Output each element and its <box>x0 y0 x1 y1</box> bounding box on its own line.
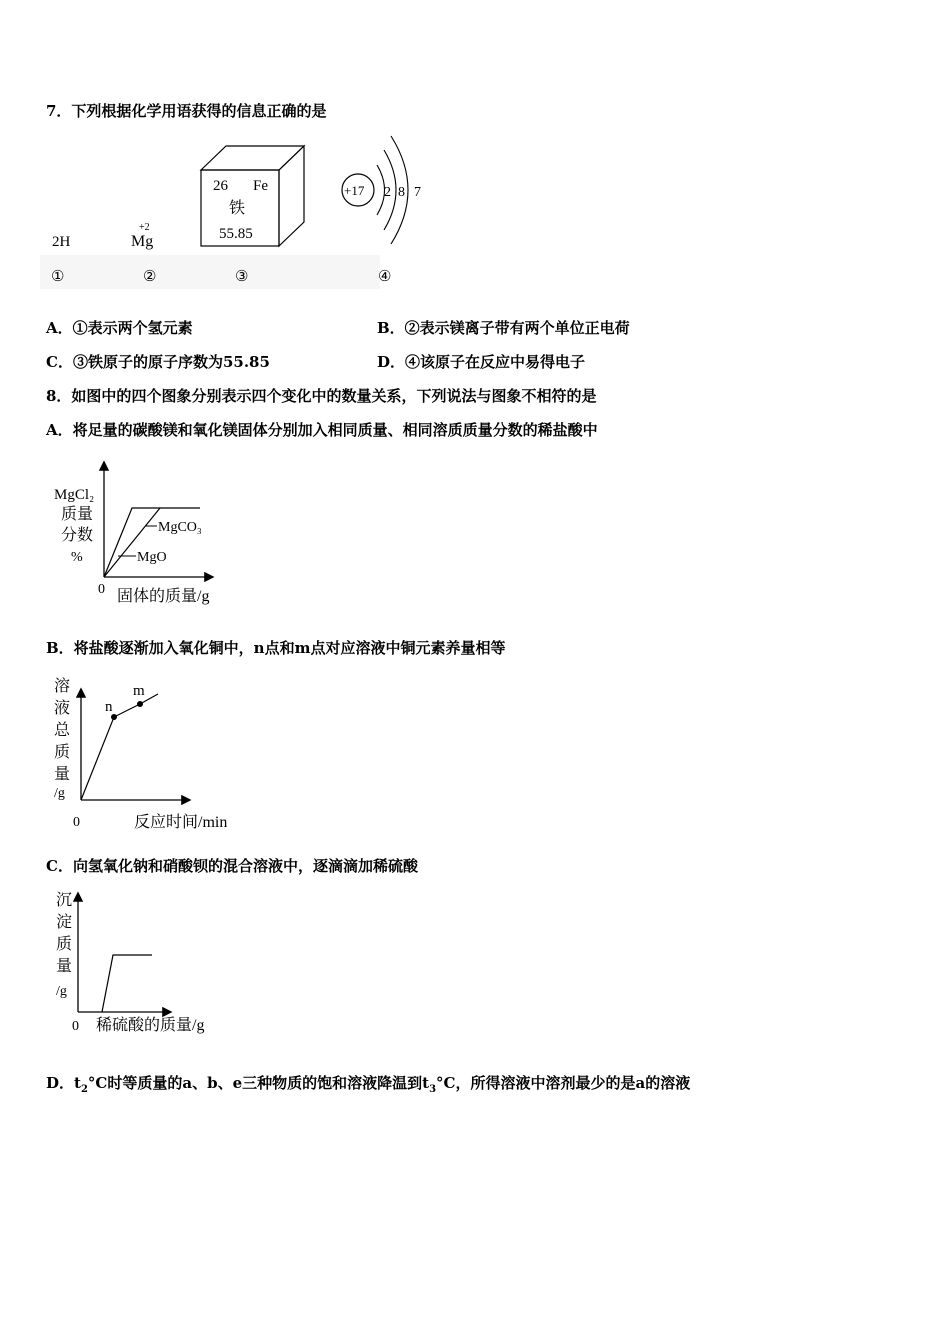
graph-c-ylabel-2: 淀 <box>56 914 73 931</box>
shell-3-count: 7 <box>414 185 421 200</box>
graph-b-origin: 0 <box>73 815 80 830</box>
q7-item1: 2H <box>52 234 71 250</box>
cube-atomic-number: 26 <box>213 178 228 194</box>
graph-b-ylabel-4: 质 <box>54 744 71 761</box>
graph-b-ylabel-3: 总 <box>54 722 71 739</box>
graph-c-ylabel-5: /g <box>56 984 67 999</box>
q7-option-c: C．③铁原子的原子序数为55.85 <box>46 353 270 371</box>
graph-b-xlabel: 反应时间/min <box>134 814 228 831</box>
q8-option-a: A．将足量的碳酸镁和氧化镁固体分别加入相同质量、相同溶质质量分数的稀盐酸中 <box>46 421 598 439</box>
graph-b-ylabel-5: 量 <box>54 766 71 783</box>
q8-option-c: C．向氢氧化钠和硝酸钡的混合溶液中，逐滴滴加稀硫酸 <box>46 857 418 875</box>
label-1: ① <box>51 269 65 285</box>
q8-d-t3: t <box>422 1074 430 1092</box>
graph-b-ylabel-2: 液 <box>54 700 71 717</box>
graph-a-xlabel: 固体的质量/g <box>117 588 210 605</box>
q8-d-t2: t <box>74 1074 81 1092</box>
q8-stem: 8．如图中的四个图象分别表示四个变化中的数量关系，下列说法与图象不相符的是 <box>46 387 597 405</box>
q7-stem: 7．下列根据化学用语获得的信息正确的是 <box>46 102 327 120</box>
label-2: ② <box>143 269 157 285</box>
graph-b-label-m: m <box>133 683 145 699</box>
graph-a-ylabel-4: % <box>71 550 83 565</box>
cube-symbol: Fe <box>253 178 268 194</box>
q8-d-prefix: D． <box>46 1074 75 1092</box>
q8-option-d <box>46 1073 690 1100</box>
q7-option-a: A．①表示两个氢元素 <box>46 319 193 337</box>
cube-atomic-mass: 55.85 <box>219 226 253 242</box>
shell-1-count: 2 <box>384 185 391 200</box>
q8-option-b: B．将盐酸逐渐加入氧化铜中，n点和m点对应溶液中铜元素养量相等 <box>46 639 506 657</box>
q8-d-t3-sub: 3 <box>429 1084 437 1095</box>
graph-b-ylabel-6: /g <box>54 786 65 801</box>
graph-b-ylabel-1: 溶 <box>54 678 71 695</box>
graph-a-label-mgo: MgO <box>137 550 167 565</box>
label-4: ④ <box>378 269 392 285</box>
graph-a-ylabel-1: MgCl₂ <box>54 487 95 503</box>
q8-d-mid: °C时等质量的a、b、e三种物质的饱和溶液降温到 <box>87 1074 423 1092</box>
graph-c-ylabel-1: 沉 <box>56 892 73 909</box>
q7-option-d: D．④该原子在反应中易得电子 <box>377 353 586 371</box>
graph-a-label-mgco3: MgCO₃ <box>158 520 202 535</box>
graph-a-ylabel-3: 分数 <box>61 527 94 544</box>
label-3: ③ <box>235 269 249 285</box>
q7-item2-symbol: Mg <box>131 233 154 250</box>
graph-b-label-n: n <box>105 699 113 715</box>
q7-option-b: B．②表示镁离子带有两个单位正电荷 <box>377 319 630 337</box>
graph-c-xlabel: 稀硫酸的质量/g <box>96 1017 205 1034</box>
graph-a-origin: 0 <box>98 582 105 597</box>
q7-item2-charge: +2 <box>139 222 150 233</box>
graph-c-ylabel-3: 质 <box>56 936 73 953</box>
graph-c-ylabel-4: 量 <box>56 958 73 975</box>
shell-2-count: 8 <box>398 185 405 200</box>
cube-element-name: 铁 <box>229 200 246 217</box>
nucleus-charge: +17 <box>344 183 365 198</box>
graph-c-curve <box>102 955 152 1012</box>
graph-a-ylabel-2: 质量 <box>61 506 94 523</box>
q8-d-t2-sub: 2 <box>80 1084 88 1095</box>
graph-c-origin: 0 <box>72 1019 79 1034</box>
q8-d-post: °C，所得溶液中溶剂最少的是a的溶液 <box>436 1074 691 1092</box>
